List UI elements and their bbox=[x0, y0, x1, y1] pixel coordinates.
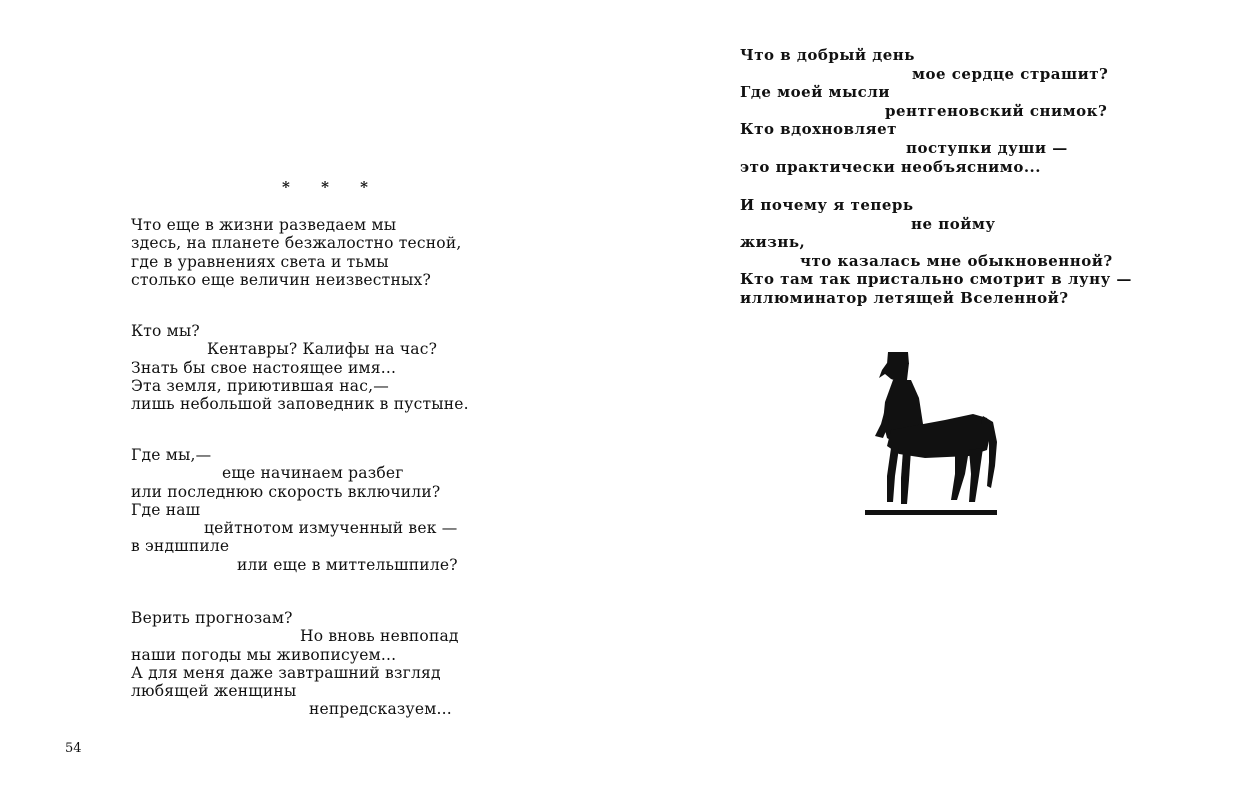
poem-line: непредсказуем... bbox=[309, 700, 452, 719]
poem-line: Где наш bbox=[131, 500, 201, 519]
poem-line: цейтнотом измученный век — bbox=[204, 519, 458, 538]
poem-line: Верить прогнозам? bbox=[131, 609, 293, 627]
poem-line: И почему я теперь bbox=[740, 196, 914, 214]
poem-line: Кентавры? Калифы на час? bbox=[207, 340, 438, 359]
page-number: 54 bbox=[65, 741, 82, 756]
stanza-4 bbox=[131, 609, 459, 719]
poem-line: где в уравнениях света и тьмы bbox=[131, 252, 389, 271]
right-page bbox=[625, 0, 1250, 800]
poem-line: здесь, на планете безжалостно тесной, bbox=[131, 234, 462, 253]
section-ornament: * * * bbox=[282, 178, 381, 196]
centaur-silhouette-icon bbox=[865, 350, 997, 516]
poem-line: Но вновь невпопад bbox=[300, 627, 459, 646]
poem-line: иллюминатор летящей Вселенной? bbox=[740, 288, 1069, 307]
stanza-6 bbox=[740, 196, 1132, 308]
poem-line: столько еще величин неизвестных? bbox=[131, 270, 431, 289]
poem-line: Где моей мысли bbox=[740, 83, 890, 102]
poem-line: Кто там так пристально смотрит в луну — bbox=[740, 270, 1132, 289]
poem-line: Эта земля, приютившая нас,— bbox=[131, 376, 389, 395]
poem-line: Знать бы свое настоящее имя... bbox=[131, 358, 397, 377]
poem-line: рентгеновский снимок? bbox=[885, 101, 1108, 120]
stanza-2 bbox=[131, 322, 469, 413]
poem-line: еще начинаем разбег bbox=[222, 464, 404, 483]
poem-line: Что в добрый день bbox=[740, 46, 915, 64]
poem-line: Где мы,— bbox=[131, 446, 212, 464]
poem-line: лишь небольшой заповедник в пустыне. bbox=[131, 395, 469, 414]
poem-line: или последнюю скорость включили? bbox=[131, 482, 441, 501]
poem-line: А для меня даже завтрашний взгляд bbox=[131, 663, 441, 682]
poem-line: в эндшпиле bbox=[131, 537, 230, 556]
poem-line: поступки души — bbox=[906, 138, 1068, 157]
poem-line: наши погоды мы живописуем... bbox=[131, 645, 397, 664]
stanza-5 bbox=[740, 46, 1108, 176]
poem-line: жизнь, bbox=[740, 233, 806, 252]
poem-line: Кто мы? bbox=[131, 322, 200, 340]
stanza-1 bbox=[131, 216, 461, 289]
stanza-3 bbox=[131, 446, 458, 574]
poem-line: или еще в миттельшпиле? bbox=[237, 555, 458, 574]
poem-line: не пойму bbox=[911, 214, 996, 233]
poem-line: что казалась мне обыкновенной? bbox=[800, 251, 1113, 270]
poem-line: Кто вдохновляет bbox=[740, 120, 897, 139]
poem-line: Что еще в жизни разведаем мы bbox=[131, 216, 397, 234]
poem-line: мое сердце страшит? bbox=[912, 64, 1109, 83]
poem-line: любящей женщины bbox=[131, 682, 297, 701]
poem-line: это практически необъяснимо... bbox=[740, 157, 1041, 176]
